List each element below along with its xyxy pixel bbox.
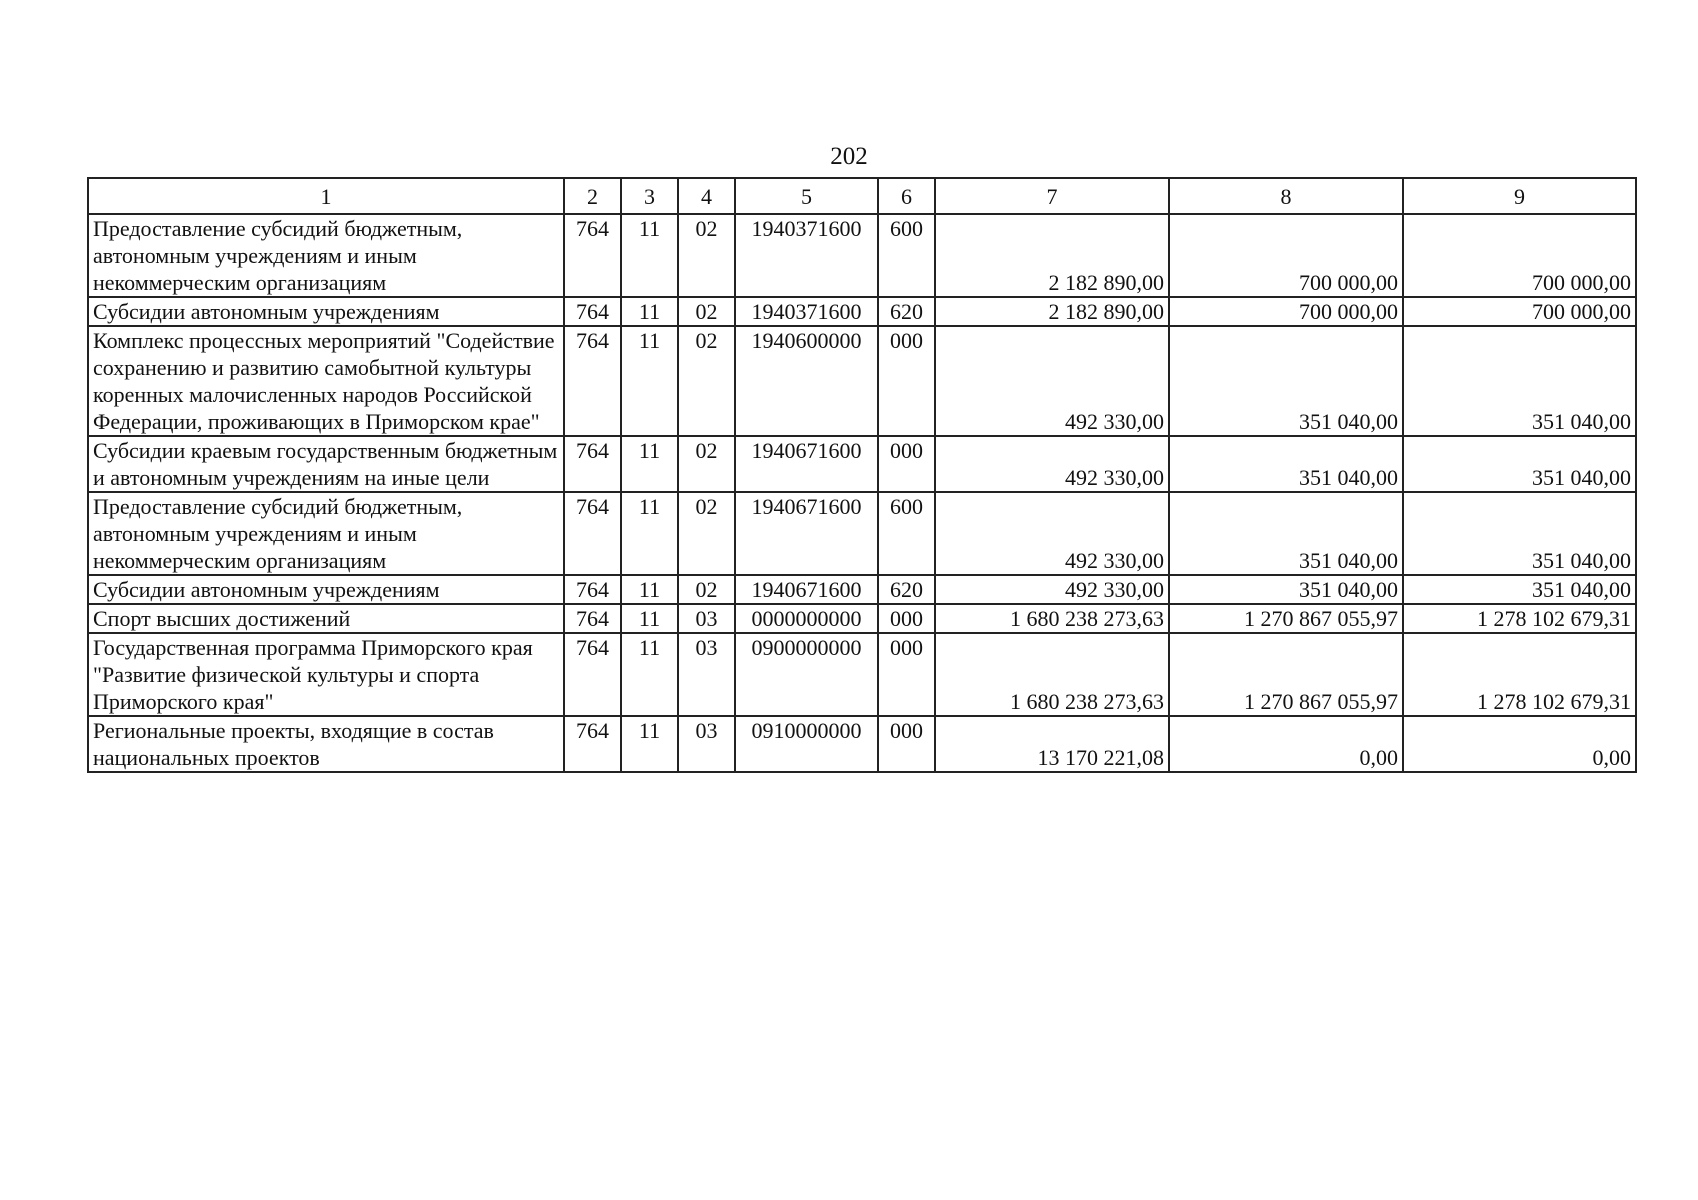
budget-table — [87, 177, 1637, 773]
table-row — [88, 436, 1636, 492]
cell-section: 11 — [621, 436, 678, 492]
cell-admin-code: 764 — [564, 326, 621, 436]
row-name: Субсидии автономным учреждениям — [88, 575, 564, 604]
cell-section: 11 — [621, 716, 678, 772]
cell-target-code: 0000000000 — [735, 604, 878, 633]
cell-admin-code: 764 — [564, 575, 621, 604]
cell-amount-9: 0,00 — [1403, 716, 1636, 772]
cell-section: 11 — [621, 492, 678, 575]
cell-admin-code: 764 — [564, 716, 621, 772]
cell-amount-7: 2 182 890,00 — [935, 214, 1169, 297]
cell-amount-7: 492 330,00 — [935, 326, 1169, 436]
header-col-5: 5 — [735, 178, 878, 214]
cell-expense-type: 000 — [878, 716, 935, 772]
cell-subsection: 03 — [678, 604, 735, 633]
page-number: 202 — [830, 143, 868, 170]
row-name: Предоставление субсидий бюджетным, автономным учреждениям и иным некоммерческим организациям — [88, 214, 564, 297]
cell-target-code: 0910000000 — [735, 716, 878, 772]
cell-amount-7: 13 170 221,08 — [935, 716, 1169, 772]
table-row — [88, 492, 1636, 575]
cell-admin-code: 764 — [564, 297, 621, 326]
cell-amount-8: 351 040,00 — [1169, 436, 1403, 492]
cell-amount-9: 700 000,00 — [1403, 214, 1636, 297]
table-row — [88, 326, 1636, 436]
cell-amount-8: 700 000,00 — [1169, 214, 1403, 297]
cell-expense-type: 600 — [878, 214, 935, 297]
cell-amount-7: 1 680 238 273,63 — [935, 604, 1169, 633]
cell-target-code: 0900000000 — [735, 633, 878, 716]
row-name: Комплекс процессных мероприятий "Содействие сохранению и развитию самобытной культуры коренных малочисленных народов Российской Федерации, проживающих в Приморском крае" — [88, 326, 564, 436]
table-row — [88, 633, 1636, 716]
header-col-2: 2 — [564, 178, 621, 214]
cell-amount-7: 2 182 890,00 — [935, 297, 1169, 326]
cell-amount-7: 492 330,00 — [935, 492, 1169, 575]
cell-subsection: 02 — [678, 214, 735, 297]
cell-expense-type: 000 — [878, 436, 935, 492]
cell-amount-7: 492 330,00 — [935, 436, 1169, 492]
cell-target-code: 1940671600 — [735, 492, 878, 575]
cell-amount-8: 700 000,00 — [1169, 297, 1403, 326]
table-row — [88, 575, 1636, 604]
table-row — [88, 604, 1636, 633]
cell-admin-code: 764 — [564, 633, 621, 716]
row-name: Предоставление субсидий бюджетным, автономным учреждениям и иным некоммерческим организациям — [88, 492, 564, 575]
cell-section: 11 — [621, 214, 678, 297]
header-col-7: 7 — [935, 178, 1169, 214]
cell-expense-type: 620 — [878, 575, 935, 604]
cell-amount-8: 1 270 867 055,97 — [1169, 633, 1403, 716]
cell-admin-code: 764 — [564, 436, 621, 492]
row-name: Спорт высших достижений — [88, 604, 564, 633]
cell-subsection: 02 — [678, 492, 735, 575]
cell-target-code: 1940600000 — [735, 326, 878, 436]
row-name: Субсидии краевым государственным бюджетным и автономным учреждениям на иные цели — [88, 436, 564, 492]
cell-expense-type: 000 — [878, 633, 935, 716]
row-name: Субсидии автономным учреждениям — [88, 297, 564, 326]
cell-amount-9: 1 278 102 679,31 — [1403, 633, 1636, 716]
header-col-8: 8 — [1169, 178, 1403, 214]
cell-subsection: 02 — [678, 436, 735, 492]
cell-amount-7: 492 330,00 — [935, 575, 1169, 604]
cell-amount-9: 1 278 102 679,31 — [1403, 604, 1636, 633]
cell-amount-9: 351 040,00 — [1403, 492, 1636, 575]
cell-section: 11 — [621, 297, 678, 326]
cell-subsection: 03 — [678, 716, 735, 772]
cell-admin-code: 764 — [564, 604, 621, 633]
cell-amount-9: 351 040,00 — [1403, 575, 1636, 604]
cell-subsection: 02 — [678, 575, 735, 604]
cell-expense-type: 000 — [878, 604, 935, 633]
cell-amount-7: 1 680 238 273,63 — [935, 633, 1169, 716]
cell-section: 11 — [621, 633, 678, 716]
cell-target-code: 1940371600 — [735, 214, 878, 297]
header-col-4: 4 — [678, 178, 735, 214]
cell-expense-type: 000 — [878, 326, 935, 436]
cell-expense-type: 620 — [878, 297, 935, 326]
cell-section: 11 — [621, 604, 678, 633]
cell-section: 11 — [621, 575, 678, 604]
cell-admin-code: 764 — [564, 492, 621, 575]
cell-amount-8: 351 040,00 — [1169, 492, 1403, 575]
header-row — [88, 178, 1636, 214]
cell-target-code: 1940371600 — [735, 297, 878, 326]
cell-subsection: 02 — [678, 297, 735, 326]
cell-amount-9: 351 040,00 — [1403, 326, 1636, 436]
cell-subsection: 03 — [678, 633, 735, 716]
cell-target-code: 1940671600 — [735, 436, 878, 492]
table-row — [88, 297, 1636, 326]
cell-amount-8: 351 040,00 — [1169, 575, 1403, 604]
header-col-3: 3 — [621, 178, 678, 214]
table-row — [88, 716, 1636, 772]
header-col-9: 9 — [1403, 178, 1636, 214]
cell-admin-code: 764 — [564, 214, 621, 297]
cell-subsection: 02 — [678, 326, 735, 436]
cell-expense-type: 600 — [878, 492, 935, 575]
row-name: Региональные проекты, входящие в состав национальных проектов — [88, 716, 564, 772]
cell-amount-8: 351 040,00 — [1169, 326, 1403, 436]
row-name: Государственная программа Приморского края "Развитие физической культуры и спорта Приморского края" — [88, 633, 564, 716]
header-col-6: 6 — [878, 178, 935, 214]
header-col-1: 1 — [88, 178, 564, 214]
cell-amount-9: 700 000,00 — [1403, 297, 1636, 326]
cell-target-code: 1940671600 — [735, 575, 878, 604]
cell-amount-8: 0,00 — [1169, 716, 1403, 772]
cell-amount-9: 351 040,00 — [1403, 436, 1636, 492]
table-row — [88, 214, 1636, 297]
cell-section: 11 — [621, 326, 678, 436]
cell-amount-8: 1 270 867 055,97 — [1169, 604, 1403, 633]
